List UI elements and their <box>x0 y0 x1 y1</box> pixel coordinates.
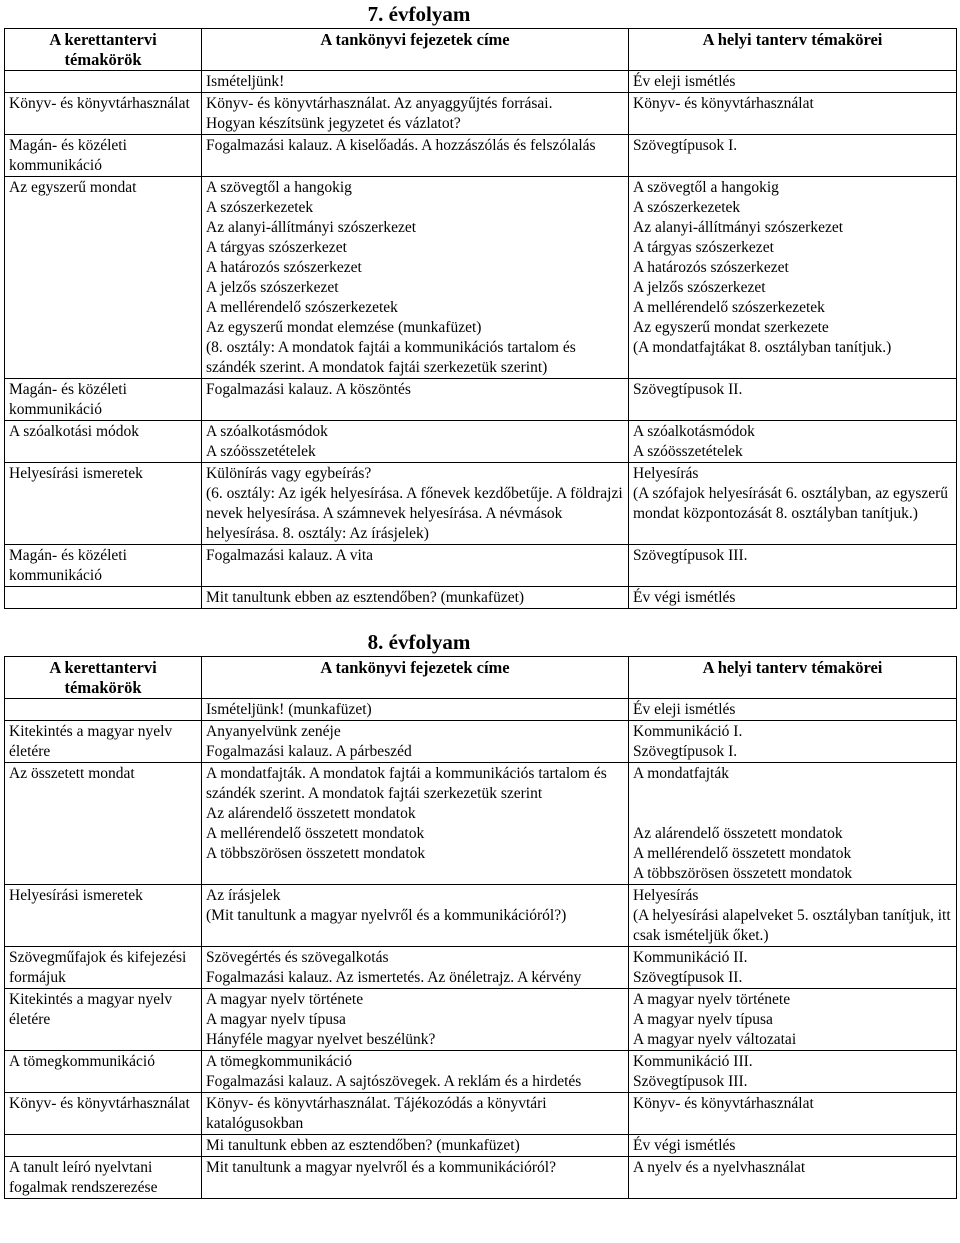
local-topic-line: Szövegtípusok II. <box>633 381 743 398</box>
chapter-line: A magyar nyelv típusa <box>206 1011 346 1028</box>
chapter-line: Anyanyelvünk zenéje <box>206 723 341 740</box>
grade-7-table <box>4 28 957 609</box>
topic-line: Kitekintés a magyar nyelv életére <box>9 991 173 1028</box>
chapter-cell <box>202 421 629 463</box>
table-row <box>5 721 957 763</box>
local-topic-cell <box>629 989 957 1051</box>
local-topic-line: Kommunikáció III. <box>633 1053 753 1070</box>
chapter-cell <box>202 721 629 763</box>
topic-cell <box>5 989 202 1051</box>
local-topic-line: A magyar nyelv típusa <box>633 1011 773 1028</box>
topic-cell <box>5 177 202 379</box>
grade-7-title: 7. évfolyam <box>367 2 471 26</box>
chapter-line: A tárgyas szószerkezet <box>206 239 347 256</box>
header-topics: A kerettantervi témakörök <box>5 657 202 699</box>
chapter-line: A mondatfajták. A mondatok fajtái a kommunikációs tartalom és szándék szerint. A mondatok fajtái szerkezetük szerint <box>206 765 607 802</box>
table-row <box>5 379 957 421</box>
topic-cell <box>5 379 202 421</box>
chapter-line: Mit tanultunk a magyar nyelvről és a kommunikációról? <box>206 1159 556 1176</box>
local-topic-line: A jelzős szószerkezet <box>633 279 766 296</box>
topic-cell <box>5 1051 202 1093</box>
chapter-line: Mit tanultunk ebben az esztendőben? (munkafüzet) <box>206 589 525 606</box>
chapter-line: Fogalmazási kalauz. A sajtószövegek. A reklám és a hirdetés <box>206 1073 582 1090</box>
chapter-line: Mi tanultunk ebben az esztendőben? (munkafüzet) <box>206 1137 520 1154</box>
topic-cell <box>5 947 202 989</box>
chapter-cell <box>202 763 629 885</box>
local-topic-cell <box>629 947 957 989</box>
chapter-line: Fogalmazási kalauz. A kiselőadás. A hozzászólás és felszólalás <box>206 137 596 154</box>
chapter-line: Különírás vagy egybeírás? <box>206 465 372 482</box>
local-topic-cell <box>629 545 957 587</box>
table-row <box>5 587 957 609</box>
topic-cell <box>5 1135 202 1157</box>
chapter-line: Ismételjünk! <box>206 73 285 90</box>
local-topic-line: Szövegtípusok III. <box>633 1073 748 1090</box>
local-topic-line: Helyesírás <box>633 887 699 904</box>
topic-line: Helyesírási ismeretek <box>9 465 143 482</box>
chapter-line: A mellérendelő összetett mondatok <box>206 825 425 842</box>
chapter-line: (8. osztály: A mondatok fajtái a kommunikációs tartalom és szándék szerint. A mondatok fajtái szerkezetük szerint) <box>206 339 576 376</box>
local-topic-cell <box>629 177 957 379</box>
chapter-cell <box>202 379 629 421</box>
chapter-line: (6. osztály: Az igék helyesírása. A főnevek kezdőbetűje. A földrajzi nevek helyesírása. A számnevek helyesírása. A névmások helyesírása. 8. osztály: Az írásjelek) <box>206 485 623 542</box>
table-row <box>5 699 957 721</box>
local-topic-line: (A szófajok helyesírását 6. osztályban, az egyszerű mondat központozását 8. osztályban tanítjuk.) <box>633 485 949 522</box>
chapter-cell <box>202 587 629 609</box>
topic-line: Magán- és közéleti kommunikáció <box>9 547 127 584</box>
local-topic-line: Az alanyi-állítmányi szószerkezet <box>633 219 844 236</box>
local-topic-line: Év eleji ismétlés <box>633 701 736 718</box>
topic-cell <box>5 463 202 545</box>
topic-cell <box>5 587 202 609</box>
local-topic-cell <box>629 1093 957 1135</box>
chapter-line: A magyar nyelv története <box>206 991 364 1008</box>
topic-cell <box>5 699 202 721</box>
local-topic-line: A mellérendelő szószerkezetek <box>633 299 825 316</box>
local-topic-cell <box>629 93 957 135</box>
table-row <box>5 1157 957 1199</box>
chapter-line: Fogalmazási kalauz. A köszöntés <box>206 381 411 398</box>
chapter-line: A többszörösen összetett mondatok <box>206 845 426 862</box>
topic-cell <box>5 545 202 587</box>
chapter-line: Ismételjünk! (munkafüzet) <box>206 701 372 718</box>
chapter-line: Fogalmazási kalauz. A vita <box>206 547 374 564</box>
topic-cell <box>5 71 202 93</box>
local-topic-cell <box>629 463 957 545</box>
chapter-cell <box>202 989 629 1051</box>
chapter-line: A jelzős szószerkezet <box>206 279 339 296</box>
header-topics: A kerettantervi témakörök <box>5 29 202 71</box>
local-topic-line <box>633 784 952 804</box>
local-topic-cell <box>629 1051 957 1093</box>
header-local-topics: A helyi tanterv témakörei <box>629 657 957 699</box>
topic-line: Az egyszerű mondat <box>9 179 137 196</box>
local-topic-line: A szóösszetételek <box>633 443 743 460</box>
local-topic-line: A szószerkezetek <box>633 199 741 216</box>
header-local-topics: A helyi tanterv témakörei <box>629 29 957 71</box>
grade-8-table <box>4 656 957 1199</box>
chapter-cell <box>202 177 629 379</box>
chapter-cell <box>202 885 629 947</box>
table-row <box>5 421 957 463</box>
local-topic-line: Helyesírás <box>633 465 699 482</box>
chapter-line: Az alanyi-állítmányi szószerkezet <box>206 219 417 236</box>
topic-cell <box>5 1157 202 1199</box>
chapter-line: A szószerkezetek <box>206 199 314 216</box>
local-topic-cell <box>629 721 957 763</box>
local-topic-cell <box>629 135 957 177</box>
table-row <box>5 93 957 135</box>
grade-8-title: 8. évfolyam <box>367 630 471 654</box>
local-topic-line: A magyar nyelv története <box>633 991 791 1008</box>
local-topic-line: Az alárendelő összetett mondatok <box>633 825 843 842</box>
topic-line: Kitekintés a magyar nyelv életére <box>9 723 173 760</box>
chapter-line: Fogalmazási kalauz. Az ismertetés. Az önéletrajz. A kérvény <box>206 969 582 986</box>
local-topic-line: Kommunikáció I. <box>633 723 743 740</box>
grade-7-body <box>5 71 957 609</box>
local-topic-line: Szövegtípusok I. <box>633 743 738 760</box>
table-row <box>5 989 957 1051</box>
table-row <box>5 1093 957 1135</box>
topic-cell <box>5 763 202 885</box>
local-topic-line: Kommunikáció II. <box>633 949 748 966</box>
header-chapters: A tankönyvi fejezetek címe <box>202 29 629 71</box>
local-topic-cell <box>629 421 957 463</box>
chapter-line: Hogyan készítsünk jegyzetet és vázlatot? <box>206 115 461 132</box>
topic-cell <box>5 721 202 763</box>
topic-line: Magán- és közéleti kommunikáció <box>9 137 127 174</box>
topic-line: Helyesírási ismeretek <box>9 887 143 904</box>
topic-cell <box>5 1093 202 1135</box>
table-row <box>5 545 957 587</box>
local-topic-line: A határozós szószerkezet <box>633 259 789 276</box>
header-chapters: A tankönyvi fejezetek címe <box>202 657 629 699</box>
chapter-cell <box>202 545 629 587</box>
topic-cell <box>5 885 202 947</box>
grade-8-body <box>5 699 957 1199</box>
table-row <box>5 763 957 885</box>
header-row <box>5 657 957 699</box>
chapter-line: A mellérendelő szószerkezetek <box>206 299 398 316</box>
topic-line: Könyv- és könyvtárhasználat <box>9 1095 190 1112</box>
chapter-line: Szövegértés és szövegalkotás <box>206 949 389 966</box>
chapter-cell <box>202 1135 629 1157</box>
local-topic-cell <box>629 1157 957 1199</box>
chapter-line: Fogalmazási kalauz. A párbeszéd <box>206 743 412 760</box>
local-topic-line: Könyv- és könyvtárhasználat <box>633 95 814 112</box>
chapter-cell <box>202 699 629 721</box>
chapter-line: Könyv- és könyvtárhasználat. Tájékozódás a könyvtári katalógusokban <box>206 1095 547 1132</box>
chapter-line: Hányféle magyar nyelvet beszélünk? <box>206 1031 436 1048</box>
local-topic-cell <box>629 587 957 609</box>
chapter-cell <box>202 135 629 177</box>
local-topic-line: Év eleji ismétlés <box>633 73 736 90</box>
topic-line: Könyv- és könyvtárhasználat <box>9 95 190 112</box>
chapter-line: A határozós szószerkezet <box>206 259 362 276</box>
local-topic-line: A szóalkotásmódok <box>633 423 755 440</box>
chapter-cell <box>202 463 629 545</box>
local-topic-line: A többszörösen összetett mondatok <box>633 865 853 882</box>
chapter-line: Az alárendelő összetett mondatok <box>206 805 416 822</box>
topic-cell <box>5 93 202 135</box>
topic-line: Szövegműfajok és kifejezési formájuk <box>9 949 187 986</box>
local-topic-line: Könyv- és könyvtárhasználat <box>633 1095 814 1112</box>
local-topic-cell <box>629 379 957 421</box>
local-topic-line: A mellérendelő összetett mondatok <box>633 845 852 862</box>
topic-line: A tanult leíró nyelvtani fogalmak rendszerezése <box>9 1159 158 1196</box>
chapter-cell <box>202 93 629 135</box>
chapter-line: A tömegkommunikáció <box>206 1053 352 1070</box>
local-topic-line: A magyar nyelv változatai <box>633 1031 797 1048</box>
local-topic-line: Szövegtípusok I. <box>633 137 738 154</box>
topic-cell <box>5 421 202 463</box>
local-topic-line: Szövegtípusok III. <box>633 547 748 564</box>
local-topic-line: A tárgyas szószerkezet <box>633 239 774 256</box>
chapter-cell <box>202 947 629 989</box>
local-topic-line: A mondatfajták <box>633 765 729 782</box>
local-topic-line: Az egyszerű mondat szerkezete <box>633 319 829 336</box>
local-topic-cell <box>629 885 957 947</box>
chapter-line: Könyv- és könyvtárhasználat. Az anyaggyűjtés forrásai. <box>206 95 553 112</box>
chapter-cell <box>202 1093 629 1135</box>
local-topic-line: A nyelv és a nyelvhasználat <box>633 1159 806 1176</box>
topic-line: A tömegkommunikáció <box>9 1053 155 1070</box>
topic-line: A szóalkotási módok <box>9 423 140 440</box>
local-topic-line: Szövegtípusok II. <box>633 969 743 986</box>
chapter-line: A szóalkotásmódok <box>206 423 328 440</box>
table-row <box>5 463 957 545</box>
table-row <box>5 135 957 177</box>
table-row <box>5 1051 957 1093</box>
chapter-cell <box>202 1051 629 1093</box>
table-row <box>5 1135 957 1157</box>
chapter-line: A szóösszetételek <box>206 443 316 460</box>
local-topic-line: (A helyesírási alapelveket 5. osztályban tanítjuk, itt csak ismételjük őket.) <box>633 907 951 944</box>
table-row <box>5 947 957 989</box>
local-topic-cell <box>629 763 957 885</box>
local-topic-line <box>633 804 952 824</box>
chapter-line: Az írásjelek <box>206 887 281 904</box>
local-topic-cell <box>629 1135 957 1157</box>
local-topic-cell <box>629 71 957 93</box>
local-topic-line: A szövegtől a hangokig <box>633 179 779 196</box>
chapter-line: A szövegtől a hangokig <box>206 179 352 196</box>
chapter-line: (Mit tanultunk a magyar nyelvről és a kommunikációról?) <box>206 907 567 924</box>
table-row <box>5 885 957 947</box>
local-topic-cell <box>629 699 957 721</box>
topic-cell <box>5 135 202 177</box>
topic-line: Az összetett mondat <box>9 765 135 782</box>
local-topic-line: Év végi ismétlés <box>633 1137 736 1154</box>
local-topic-line: Év végi ismétlés <box>633 589 736 606</box>
header-row <box>5 29 957 71</box>
chapter-cell <box>202 1157 629 1199</box>
chapter-line: Az egyszerű mondat elemzése (munkafüzet) <box>206 319 482 336</box>
local-topic-line: (A mondatfajtákat 8. osztályban tanítjuk.) <box>633 339 892 356</box>
table-row <box>5 71 957 93</box>
table-row <box>5 177 957 379</box>
chapter-cell <box>202 71 629 93</box>
topic-line: Magán- és közéleti kommunikáció <box>9 381 127 418</box>
